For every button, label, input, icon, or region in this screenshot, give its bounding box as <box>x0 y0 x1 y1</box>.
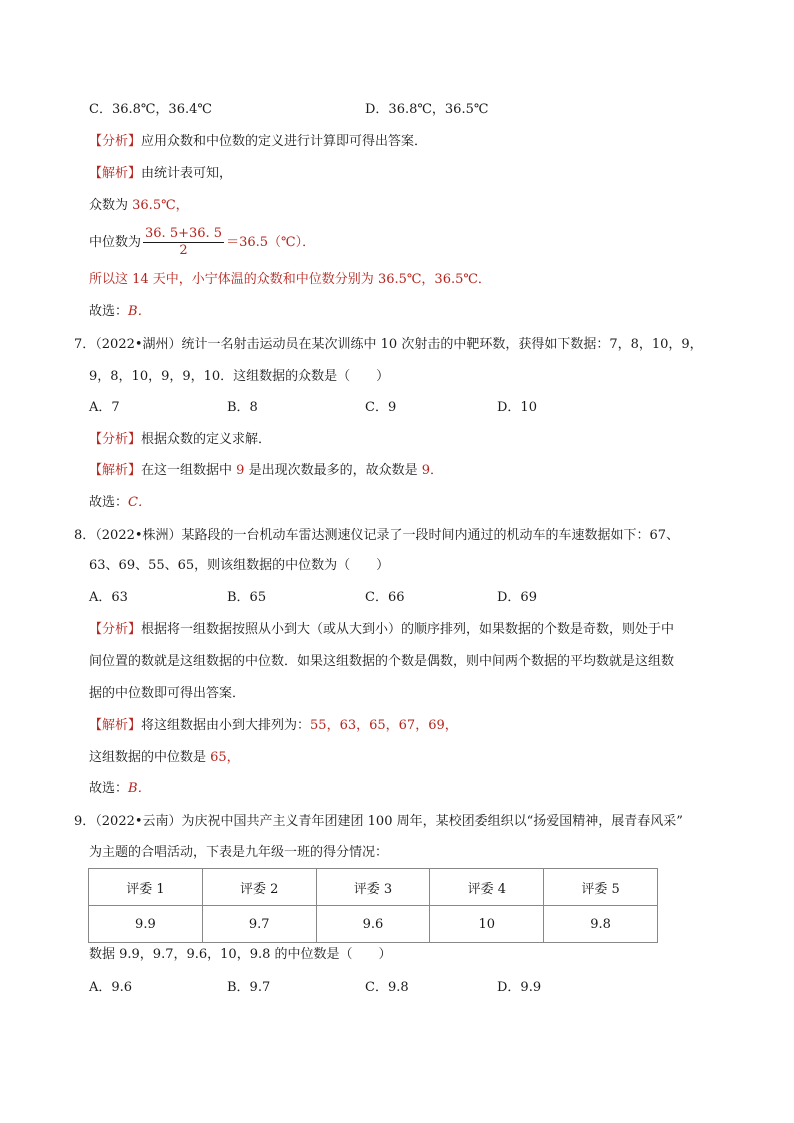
q6-option-c: C．36.8℃，36.4℃ <box>89 102 212 117</box>
q7-option-a: A．7 <box>89 400 120 415</box>
q8-option-c: C．66 <box>365 590 405 605</box>
analysis-tag: 【分析】 <box>89 134 142 149</box>
table-header-cell: 评委 5 <box>544 869 658 906</box>
q8-analysis-line1: 根据将一组数据按照从小到大（或从大到小）的顺序排列，如果数据的个数是奇数，则处于中 <box>141 622 675 637</box>
q8-solution-seq: 55，63，65，67，69， <box>310 718 458 733</box>
q8-option-b: B．65 <box>227 590 267 605</box>
q7-solution-val-a: 9 <box>236 463 245 478</box>
q7-option-b: B．8 <box>227 400 258 415</box>
q7-answer <box>89 493 151 513</box>
table-cell: 9.9 <box>89 906 203 943</box>
q7-analysis <box>89 430 271 450</box>
q6-median-result: ＝36.5（℃）． <box>226 235 316 250</box>
q8-answer <box>89 779 151 799</box>
q7-solution-val-b: 9． <box>421 463 443 478</box>
fraction-numerator: 36. 5+36. 5 <box>145 226 223 241</box>
answer-choice: C． <box>128 495 151 510</box>
table-cell: 9.7 <box>202 906 316 943</box>
answer-prefix: 故选： <box>89 495 129 510</box>
q8-analysis-line2: 间位置的数就是这组数据的中位数．如果这组数据的个数是偶数，则中间两个数据的平均数就是这组数 <box>89 654 675 669</box>
answer-choice: B． <box>128 781 151 796</box>
analysis-tag: 【分析】 <box>89 622 142 637</box>
q7-solution <box>89 461 443 481</box>
q9-option-b: B．9.7 <box>227 980 271 995</box>
q6-solution <box>89 164 232 184</box>
q7-option-c: C．9 <box>365 400 397 415</box>
q7-stem-line2: 9，8，10，9，9，10．这组数据的众数是（ ） <box>89 369 390 384</box>
q6-mode-value: 36.5℃， <box>132 198 189 213</box>
q8-median-line <box>89 748 240 768</box>
q8-solution-text: 将这组数据由小到大排列为： <box>141 718 311 733</box>
q7-option-d: D．10 <box>497 400 537 415</box>
q8-analysis <box>89 620 674 640</box>
table-header-cell: 评委 2 <box>202 869 316 906</box>
q7-solution-text-a: 在这一组数据中 <box>141 463 237 478</box>
q7-analysis-text: 根据众数的定义求解． <box>141 432 272 447</box>
q6-analysis <box>89 132 427 152</box>
q8-analysis-line3: 据的中位数即可得出答案． <box>89 686 246 701</box>
table-header-cell: 评委 3 <box>316 869 430 906</box>
analysis-tag: 【分析】 <box>89 432 142 447</box>
q9-option-a: A．9.6 <box>89 980 133 995</box>
q9-stem-line1: 9．（2022•云南）为庆祝中国共产主义青年团建团 100 周年，某校团委组织以“扬爱国精神，展青春风采” <box>74 814 683 829</box>
table-cell: 9.6 <box>316 906 430 943</box>
q8-stem-line2: 63、69、55、65，则该组数据的中位数为（ ） <box>89 558 390 573</box>
q6-answer <box>89 302 151 322</box>
q6-mode-line <box>89 196 189 216</box>
q9-option-c: C．9.8 <box>365 980 409 995</box>
q7-stem-line1: 7．（2022•湖州）统计一名射击运动员在某次训练中 10 次射击的中靶环数，获得如下数据：7，8，10，9， <box>74 337 703 352</box>
q8-stem-line1: 8．（2022•株洲）某路段的一台机动车雷达测速仪记录了一段时间内通过的机动车的车速数据如下：67、 <box>74 528 680 543</box>
table-header-cell: 评委 1 <box>89 869 203 906</box>
q8-option-d: D．69 <box>497 590 537 605</box>
q7-solution-text-b: 是出现次数最多的，故众数是 <box>244 463 422 478</box>
q6-solution-text: 由统计表可知， <box>141 166 233 181</box>
table-cell: 9.8 <box>544 906 658 943</box>
table-header-row <box>89 869 658 906</box>
median-fraction <box>143 226 224 259</box>
q9-question: 数据 9.9，9.7，9.6，10，9.8 的中位数是（ ） <box>89 947 392 962</box>
q9-stem-line2: 为主题的合唱活动，下表是九年级一班的得分情况： <box>89 845 389 860</box>
q6-analysis-text: 应用众数和中位数的定义进行计算即可得出答案． <box>141 134 428 149</box>
q6-option-d: D．36.8℃，36.5℃ <box>365 102 489 117</box>
q6-conclusion: 所以这 14 天中，小宁体温的众数和中位数分别为 36.5℃，36.5℃． <box>89 272 491 287</box>
q9-option-d: D．9.9 <box>497 980 542 995</box>
answer-prefix: 故选： <box>89 304 129 319</box>
solution-tag: 【解析】 <box>89 463 142 478</box>
q6-median-prefix: 中位数为 <box>89 235 142 250</box>
fraction-denominator: 2 <box>179 243 188 258</box>
q8-median-value: 65， <box>210 750 240 765</box>
q8-option-a: A．63 <box>89 590 128 605</box>
score-table <box>88 868 658 943</box>
solution-tag: 【解析】 <box>89 718 142 733</box>
q8-solution <box>89 716 458 736</box>
answer-prefix: 故选： <box>89 781 129 796</box>
table-row <box>89 906 658 943</box>
answer-choice: B． <box>128 304 151 319</box>
solution-tag: 【解析】 <box>89 166 142 181</box>
table-header-cell: 评委 4 <box>430 869 544 906</box>
q6-mode-prefix: 众数为 <box>89 198 133 213</box>
table-cell: 10 <box>430 906 544 943</box>
q8-median-prefix: 这组数据的中位数是 <box>89 750 211 765</box>
q6-median-line <box>89 226 315 260</box>
